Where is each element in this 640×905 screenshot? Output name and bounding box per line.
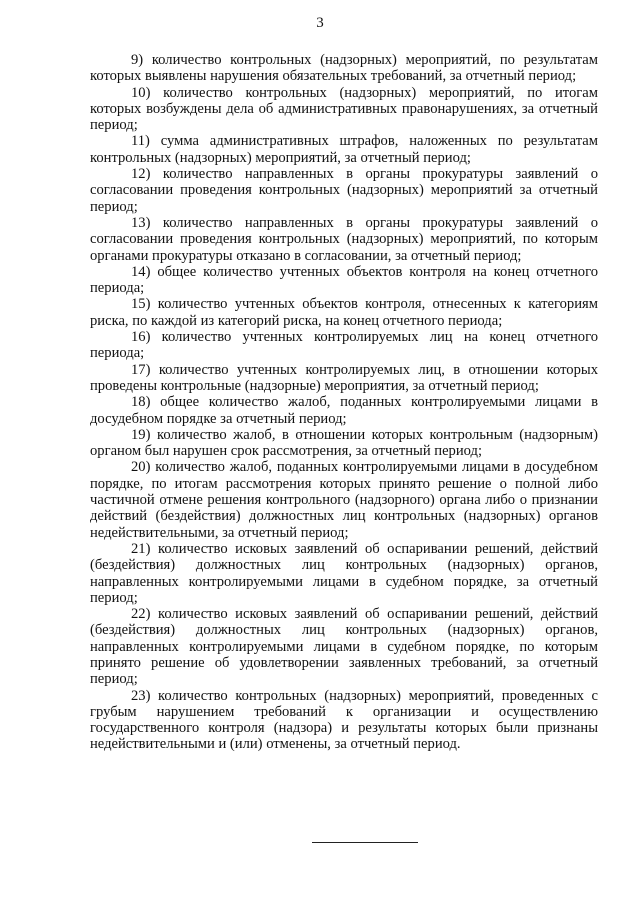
list-item-23: 23) количество контрольных (надзорных) мероприятий, проведенных с грубым нарушением требований к организации и осуществлению государственного контроля (надзора) и результаты которых были признаны недействительными и (или) отменены, за отчетный период. <box>90 687 598 753</box>
document-body <box>90 52 598 753</box>
list-item-13: 13) количество направленных в органы прокуратуры заявлений о согласовании проведения контрольных (надзорных) мероприятий, по которым органами прокуратуры отказано в согласовании, за отчетный период; <box>90 214 598 264</box>
list-item-22: 22) количество исковых заявлений об оспаривании решений, действий (бездействия) должностных лиц контрольных (надзорных) органов, направленных контролируемыми лицами в судебном порядке, по которым принято решение об удовлетворении заявленных требований, за отчетный период; <box>90 606 598 688</box>
list-item-19: 19) количество жалоб, в отношении которых контрольным (надзорным) органом был нарушен срок рассмотрения, за отчетный период; <box>90 426 598 460</box>
list-item-20: 20) количество жалоб, поданных контролируемыми лицами в досудебном порядке, по итогам рассмотрения которых принято решение о полной либо частичной отмене решения контрольного (надзорного) органа либо о признании действий (бездействия) должностных лиц контрольных (надзорных) органов недействительными, за отчетный период; <box>90 459 598 541</box>
list-item-11: 11) сумма административных штрафов, наложенных по результатам контрольных (надзорных) мероприятий, за отчетный период; <box>90 133 598 166</box>
list-item-21: 21) количество исковых заявлений об оспаривании решений, действий (бездействия) должностных лиц контрольных (надзорных) органов, направленных контролируемыми лицами в судебном порядке, за отчетный период; <box>90 540 598 606</box>
list-item-12: 12) количество направленных в органы прокуратуры заявлений о согласовании проведения контрольных (надзорных) мероприятий за отчетный период; <box>90 166 598 215</box>
end-of-document-rule <box>312 842 418 843</box>
list-item-18: 18) общее количество жалоб, поданных контролируемыми лицами в досудебном порядке за отчетный период; <box>90 394 598 427</box>
page-number: 3 <box>316 15 324 31</box>
list-item-17: 17) количество учтенных контролируемых лиц, в отношении которых проведены контрольные (надзорные) мероприятия, за отчетный период; <box>90 361 598 394</box>
list-item-10: 10) количество контрольных (надзорных) мероприятий, по итогам которых возбуждены дела об административных правонарушениях, за отчетный период; <box>90 84 598 134</box>
list-item-16: 16) количество учтенных контролируемых лиц на конец отчетного периода; <box>90 329 598 362</box>
list-item-14: 14) общее количество учтенных объектов контроля на конец отчетного периода; <box>90 263 598 297</box>
list-item-9: 9) количество контрольных (надзорных) мероприятий, по результатам которых выявлены нарушения обязательных требований, за отчетный период; <box>90 52 598 85</box>
list-item-15: 15) количество учтенных объектов контроля, отнесенных к категориям риска, по каждой из категорий риска, на конец отчетного периода; <box>90 296 598 329</box>
